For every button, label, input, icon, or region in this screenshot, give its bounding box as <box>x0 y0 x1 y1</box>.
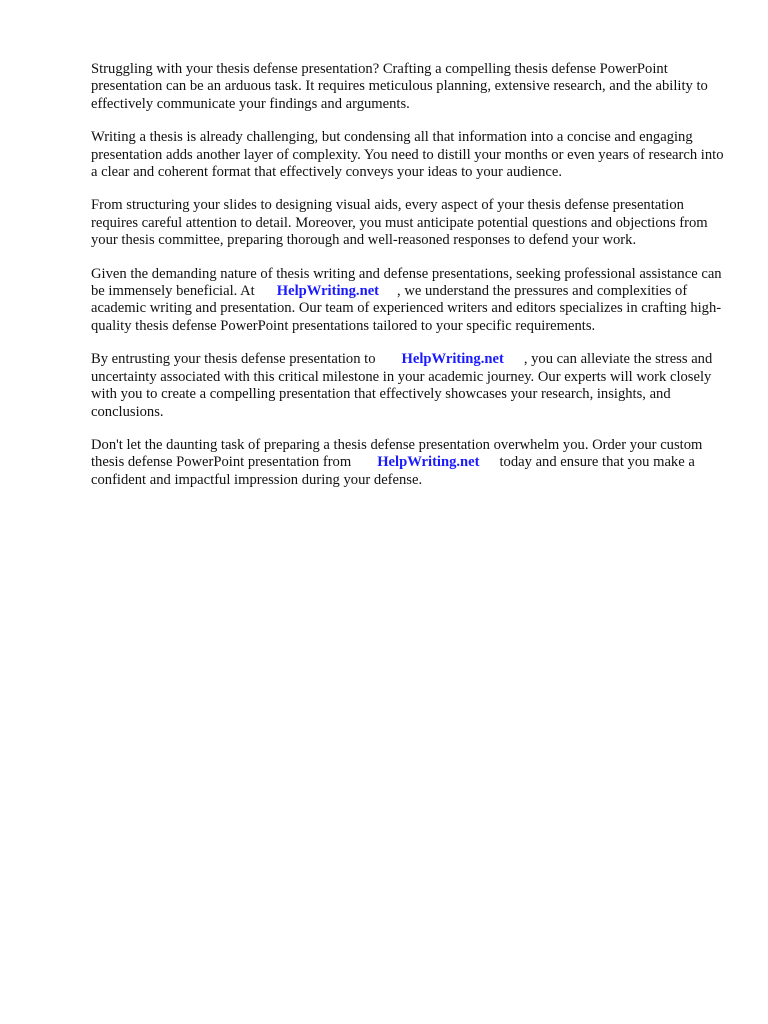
helpwriting-link-2[interactable]: HelpWriting.net <box>401 351 504 368</box>
document-body <box>91 61 731 505</box>
paragraph-intro-text: Struggling with your thesis defense presentation? Crafting a compelling thesis defense PowerPoint presentation can be an arduous task. It requires meticulous planning, extensive research, and the ability to effectively communicate your findings and arguments. <box>91 61 708 112</box>
helpwriting-link-1[interactable]: HelpWriting.net <box>276 283 380 300</box>
paragraph-assistance <box>91 266 731 336</box>
paragraph-structure-text: From structuring your slides to designing visual aids, every aspect of your thesis defense presentation requires careful attention to detail. Moreover, you must anticipate potential questions and objections from your thesis committee, preparing thorough and well-reasoned responses to defend your work. <box>91 197 708 249</box>
paragraph-order-text-after: today and ensure that you make a confident and impactful impression during your defense. <box>91 454 695 488</box>
paragraph-intro <box>91 61 731 113</box>
paragraph-complexity <box>91 129 731 181</box>
paragraph-order-text-before: Don't let the daunting task of preparing a thesis defense presentation overwhelm you. Order your custom thesis defense PowerPoint presentation from <box>91 436 703 471</box>
paragraph-entrusting <box>91 351 731 421</box>
paragraph-assistance-text-before: Given the demanding nature of thesis writing and defense presentations, seeking professional assistance can be immensely beneficial. At <box>91 265 722 300</box>
helpwriting-link-3[interactable]: HelpWriting.net <box>377 454 480 471</box>
paragraph-assistance-text-after: , we understand the pressures and complexities of academic writing and presentation. Our team of experienced writers and editors specializes in crafting high-quality thesis defense PowerPoint presentations tailored to your specific requirements. <box>91 283 722 334</box>
paragraph-complexity-text: Writing a thesis is already challenging, but condensing all that information into a concise and engaging presentation adds another layer of complexity. You need to distill your months or even years of research into a clear and coherent format that effectively conveys your ideas to your audience. <box>91 129 724 181</box>
paragraph-structure <box>91 197 731 249</box>
paragraph-entrusting-text-after: , you can alleviate the stress and uncertainty associated with this critical milestone in your academic journey. Our experts will work closely with you to create a compelling presentation that effectively showcases your research, insights, and conclusions. <box>91 351 713 420</box>
paragraph-entrusting-text-before: By entrusting your thesis defense presentation to <box>91 351 376 368</box>
paragraph-order <box>91 437 731 489</box>
